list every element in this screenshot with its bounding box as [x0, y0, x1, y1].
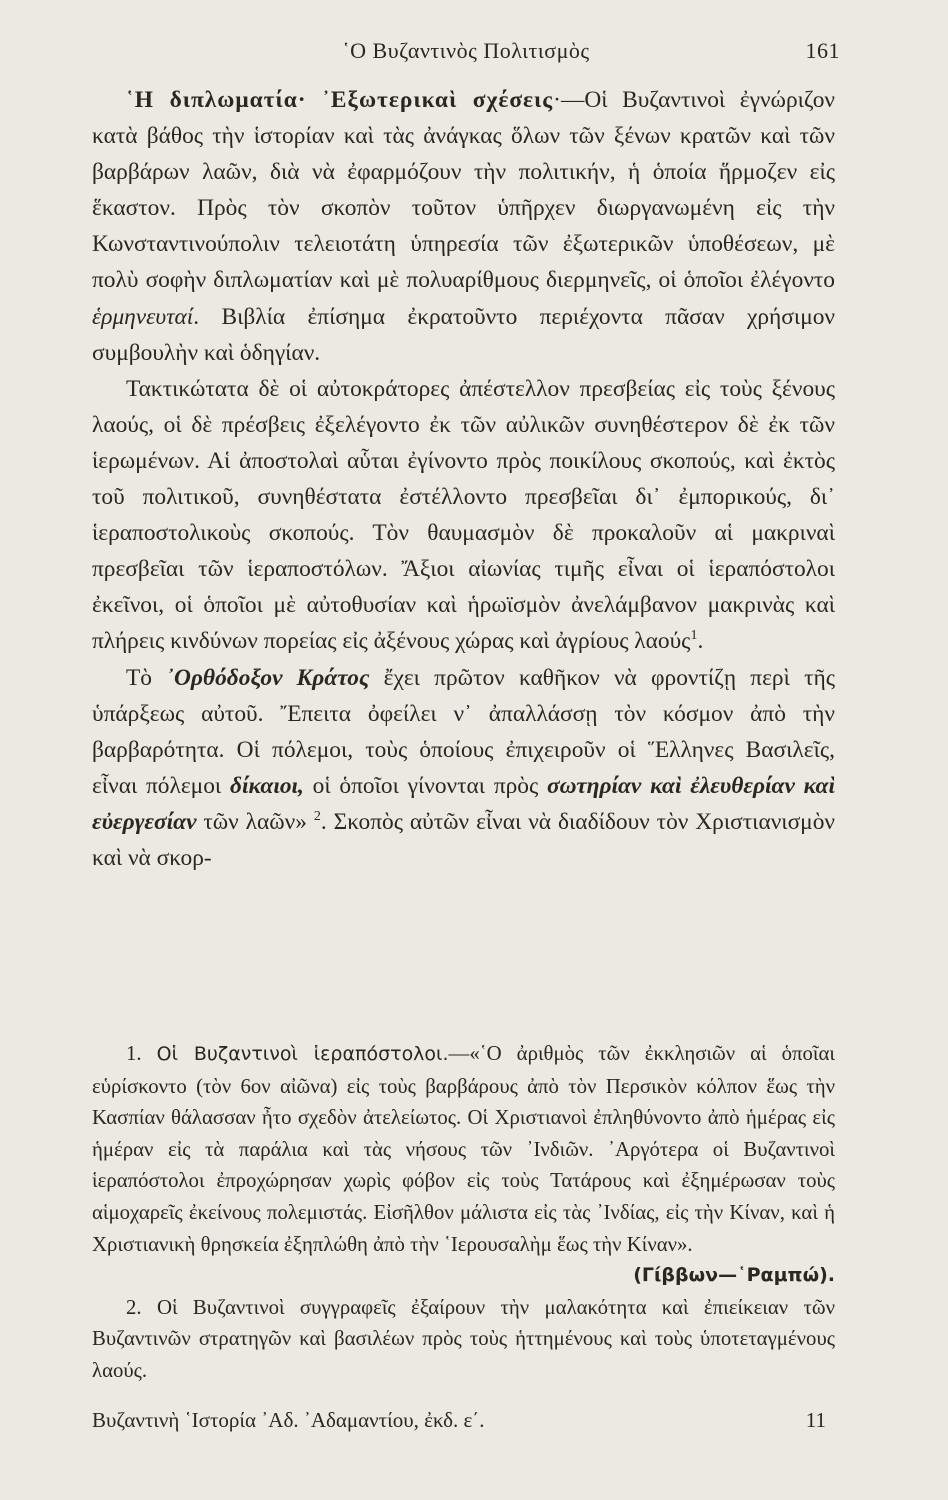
- main-text: [92, 82, 835, 876]
- footnote-text: —«῾Ο ἀριθμὸς τῶν ἐκκλησιῶν αἱ ὁποῖαι εὑρίσκοντο (τὸν 6ον αἰῶνα) εἰς τοὺς βαρβάρους ἀπὸ τὸν Περσικὸν κόλπον ἕως τὴν Κασπίαν θάλασσαν ἦτο σχεδὸν ἀτελείωτος. Οἱ Χριστιανοὶ ἐπληθύνοντο ἀπὸ ἡμέρας εἰς ἡμέραν εἰς τὰ παράλια καὶ τὰς νήσους τῶν ᾿Ινδιῶν. ᾿Αργότερα οἱ Βυζαντινοὶ ἱεραπόστολοι ἐπροχώρησαν χωρὶς φόβον εἰς τοὺς Τατάρους καὶ ἐξημέρωσαν τοὺς αἱμοχαρεῖς ἐκείνους πολεμιστάς. Εἰσῆλθον μάλιστα εἰς τὰς ᾿Ινδίας, εἰς τὴν Κίναν, καὶ ἡ Χριστιανικὴ θρησκεία ἐξηπλώθη ἀπὸ τὴν ῾Ιερουσαλὴμ ἕως τὴν Κίναν».: [92, 1042, 835, 1256]
- emphasis-text: δίκαιοι,: [229, 772, 304, 799]
- paragraph-text: ·—Οἱ Βυζαντινοὶ ἐγνώριζον κατὰ βάθος τὴν ἱστορίαν καὶ τὰς ἀνάγκας ὅλων τῶν ξένων κρατῶν καὶ τῶν βαρβάρων λαῶν, διὰ νὰ ἐφαρμόζουν τὴν πολιτικήν, ἡ ὁποία ἥρμοζεν εἰς ἕκαστον. Πρὸς τὸν σκοπὸν τοῦτον ὑπῆρχεν διωργανωμένη εἰς τὴν Κωνσταντινούπολιν τελειοτάτη ὑπηρεσία τῶν ἐξωτερικῶν ὑποθέσεων, μὲ πολὺ σοφὴν διπλωματίαν καὶ μὲ πολυαρίθμους διερμηνεῖς, οἱ ὁποῖοι ἐλέγοντο: [92, 87, 835, 294]
- paragraph-text: οἱ ὁποῖοι γίνονται πρὸς: [303, 772, 548, 799]
- emphasis-text: ᾿Ορθόδοξον Κράτος: [166, 664, 370, 691]
- paragraph-text: Τὸ: [126, 664, 167, 691]
- footnote-number: 2.: [126, 1295, 142, 1319]
- italic-term: ἑρμηνευταί: [92, 303, 194, 330]
- footnote-number: 1.: [126, 1042, 142, 1065]
- footnote-title: Οἱ Βυζαντινοὶ ἱεραπόστολοι.: [156, 1043, 449, 1065]
- footnote-1: [92, 1038, 835, 1287]
- footnote-attribution: (Γίββων—῾Ραμπώ).: [633, 1264, 835, 1287]
- footnotes: [92, 1038, 835, 1387]
- section-heading: ῾Η διπλωματία· ᾿Εξωτερικαὶ σχέσεις: [126, 87, 554, 113]
- paragraph-text: . Σκοπὸς αὐτῶν εἶναι νὰ διαδίδουν τὸν Χριστιανισμὸν καὶ νὰ σκορ-: [92, 808, 835, 871]
- paragraph-text: Τακτικώτατα δὲ οἱ αὐτοκράτορες ἀπέστελλον πρεσβείας εἰς τοὺς ξένους λαούς, οἱ δὲ πρέσβεις ἐξελέγοντο ἐκ τῶν αὐλικῶν συνηθέστερον δὲ ἐκ τῶν ἱερωμένων. Αἱ ἀποστολαὶ αὗται ἐγίνοντο πρὸς ποικίλους σκοπούς, καὶ ἐκτὸς τοῦ πολιτικοῦ, συνηθέστατα ἐστέλλοντο πρεσβεῖαι δι᾿ ἐμπορικούς, δι᾿ ἱεραποστολικοὺς σκοπούς. Τὸν θαυμασμὸν δὲ προκαλοῦν αἱ μακριναὶ πρεσβεῖαι τῶν ἱεραποστόλων. Ἄξιοι αἰωνίας τιμῆς εἶναι οἱ ἱεραπόστολοι ἐκεῖνοι, οἱ ὁποῖοι μὲ αὐτοθυσίαν καὶ ἡρωϊσμὸν ἀνελάμβανον μακρινὰς καὶ πλήρεις κινδύνων πορείας εἰς ἀξένους χώρας καὶ ἀγρίους λαούς: [92, 375, 835, 655]
- emphasis-text: σωτηρίαν καὶ ἐλευθερίαν καὶ εὐεργεσίαν: [92, 772, 835, 835]
- page-footer: [92, 1408, 840, 1438]
- footnote-text: Οἱ Βυζαντινοὶ συγγραφεῖς ἐξαίρουν τὴν μαλακότητα καὶ ἐπιείκειαν τῶν Βυζαντινῶν στρατηγῶν καὶ βασιλέων πρὸς τοὺς ἡττημένους καὶ τοὺς ὑποτεταγμένους λαούς.: [92, 1295, 835, 1382]
- paragraph-orthodox-state: [92, 660, 835, 877]
- paragraph-text: . Βιβλία ἐπίσημα ἐκρατοῦντο περιέχοντα πᾶσαν χρήσιμον συμβουλὴν καὶ ὁδηγίαν.: [92, 303, 835, 366]
- paragraph-diplomacy: [92, 82, 835, 371]
- footnote-ref-1: 1: [690, 628, 698, 644]
- running-title: ῾Ο Βυζαντινὸς Πολιτισμὸς: [342, 38, 590, 63]
- paragraph-text: ἔχει πρῶτον καθῆκον νὰ φροντίζῃ περὶ τῆς ὑπάρξεως αὐτοῦ. Ἔπειτα ὀφείλει ν᾿ ἀπαλλάσσῃ τὸν κόσμον ἀπὸ τὴν βαρβαρότητα. Οἱ πόλεμοι, τοὺς ὁποίους ἐπιχειροῦν οἱ Ἕλληνες Βασιλεῖς, εἶναι πόλεμοι: [92, 664, 835, 799]
- paragraph-embassies: [92, 371, 835, 660]
- running-head: [92, 38, 840, 68]
- source-line: Βυζαντινὴ ῾Ιστορία ᾿Αδ. ᾿Αδαμαντίου, ἐκδ. ε΄.: [92, 1408, 485, 1432]
- page-number: 161: [805, 38, 840, 63]
- footnote-ref-2: 2: [313, 809, 321, 825]
- paragraph-text: τῶν λαῶν»: [196, 808, 314, 835]
- footnote-2: [92, 1292, 835, 1387]
- signature-mark: 11: [805, 1408, 826, 1432]
- paragraph-text: .: [697, 628, 704, 655]
